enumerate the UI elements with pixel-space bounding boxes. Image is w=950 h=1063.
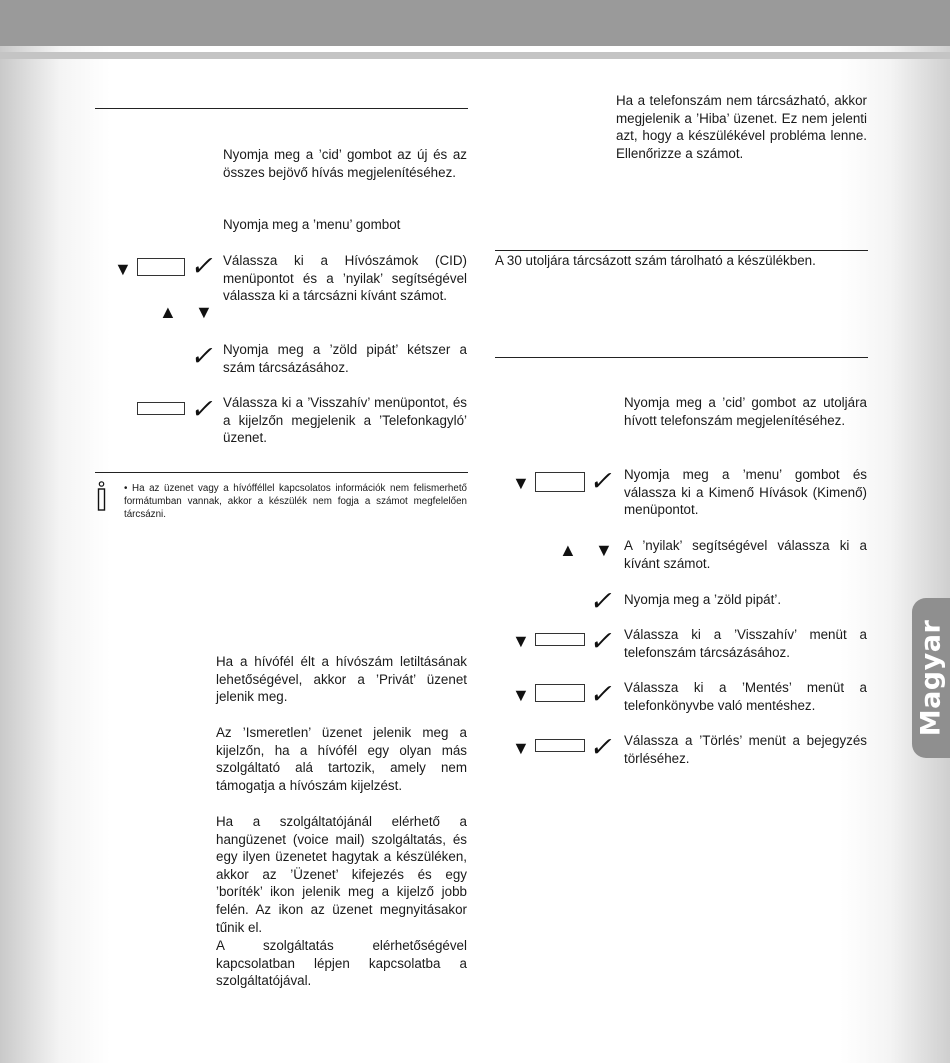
arrow-down-icon: ▼ — [195, 302, 213, 322]
display-box-icon — [535, 739, 585, 752]
info-note: • Ha az üzenet vagy a hívófféllel kapcsolatos információk nem felismerhető formátumban vannak, akkor a készülék nem fogja a számot megfelelően tárcsázni. — [124, 483, 467, 520]
check-icon: ✓ — [190, 251, 213, 282]
right-step-cid: Nyomja meg a ’cid’ gombot az utoljára hívott telefonszám megjelenítéséhez. — [624, 395, 867, 428]
check-icon: ✓ — [190, 394, 213, 425]
right-step-menu: Nyomja meg a ’menu’ gombot és válassza ki a Kimenő Hívások (Kimenő) menüpontot. — [624, 467, 867, 518]
left-step-menu: Nyomja meg a ’menu’ gombot — [223, 217, 401, 232]
arrow-up-icon: ▲ — [559, 540, 577, 560]
left-unknown: Az ’Ismeretlen’ üzenet jelenik meg a kijelzőn, ha a hívófél egy olyan más szolgáltató alá tartozik, amely nem támogatja a hívószám kijelzést. — [216, 725, 467, 793]
left-section-rule-top — [95, 108, 468, 109]
check-icon: ✓ — [589, 626, 612, 657]
left-private: Ha a hívófél élt a hívószám letiltásának lehetőségével, akkor a ’Privát’ üzenet jelenik meg. — [216, 654, 467, 705]
right-step-delete: Válassza a ’Törlés’ menüt a bejegyzés törléséhez. — [624, 733, 867, 766]
right-section-rule-2 — [495, 357, 868, 358]
check-icon: ✓ — [589, 732, 612, 763]
top-header-stripe — [0, 52, 950, 59]
arrow-down-icon: ▼ — [512, 738, 530, 758]
arrow-up-icon: ▲ — [159, 302, 177, 322]
display-box-icon — [137, 402, 185, 415]
right-section-rule-1 — [495, 250, 868, 251]
arrow-down-icon: ▼ — [114, 259, 132, 279]
arrow-down-icon: ▼ — [512, 685, 530, 705]
display-box-icon — [535, 684, 585, 702]
arrow-down-icon: ▼ — [512, 631, 530, 651]
left-availability: A szolgáltatás elérhetőségével kapcsolatban lépjen kapcsolatba a szolgáltatójával. — [216, 938, 467, 989]
left-note-rule — [95, 472, 468, 473]
check-icon: ✓ — [190, 341, 213, 372]
display-box-icon — [535, 472, 585, 492]
arrow-down-icon: ▼ — [595, 540, 613, 560]
top-header-bar — [0, 0, 950, 46]
left-step-select: Válassza ki a Hívószámok (CID) menüpontot és a ’nyilak’ segítségével válassza ki a tárcsázni kívánt számot. — [223, 253, 467, 304]
check-icon: ✓ — [589, 679, 612, 710]
display-box-icon — [137, 258, 185, 276]
right-error: Ha a telefonszám nem tárcsázható, akkor megjelenik a ’Hiba’ üzenet. Ez nem jelenti azt, hogy a készülékével probléma lenne. Ellenőrizze a számot. — [616, 93, 867, 161]
check-icon: ✓ — [589, 586, 612, 617]
language-side-tab — [912, 598, 950, 758]
right-last30: A 30 utoljára tárcsázott szám tárolható a készülékben. — [495, 253, 816, 268]
arrow-down-icon: ▼ — [512, 473, 530, 493]
language-side-tab-label: Magyar — [915, 619, 947, 737]
right-step-callback: Válassza ki a ’Visszahív’ menüt a telefonszám tárcsázásához. — [624, 627, 867, 660]
info-icon — [97, 481, 106, 511]
left-step-dial: Nyomja meg a ’zöld pipát’ kétszer a szám tárcsázásához. — [223, 342, 467, 375]
right-step-green: Nyomja meg a ’zöld pipát’. — [624, 592, 782, 607]
right-step-save: Válassza ki a ’Mentés’ menüt a telefonkönyvbe való mentéshez. — [624, 680, 867, 713]
left-voicemail: Ha a szolgáltatójánál elérhető a hangüzenet (voice mail) szolgáltatás, és egy ilyen üzenetet hagytak a készüléken, akkor az ’Üzenet’ kifejezés és egy ’boríték’ ikon jelenik meg a kijelző jobb felén. Az ikon az üzenet megnyitásakor tűnik el. — [216, 814, 467, 935]
right-step-arrows: A ’nyilak’ segítségével válassza ki a kívánt számot. — [624, 538, 867, 571]
left-step-cid: Nyomja meg a ’cid’ gombot az új és az összes bejövő hívás megjelenítéséhez. — [223, 147, 467, 180]
left-step-callback: Válassza ki a ’Visszahív’ menüpontot, és a kijelzőn megjelenik a ’Telefonkagyló’ üzenet. — [223, 395, 467, 446]
display-box-icon — [535, 633, 585, 646]
check-icon: ✓ — [589, 466, 612, 497]
